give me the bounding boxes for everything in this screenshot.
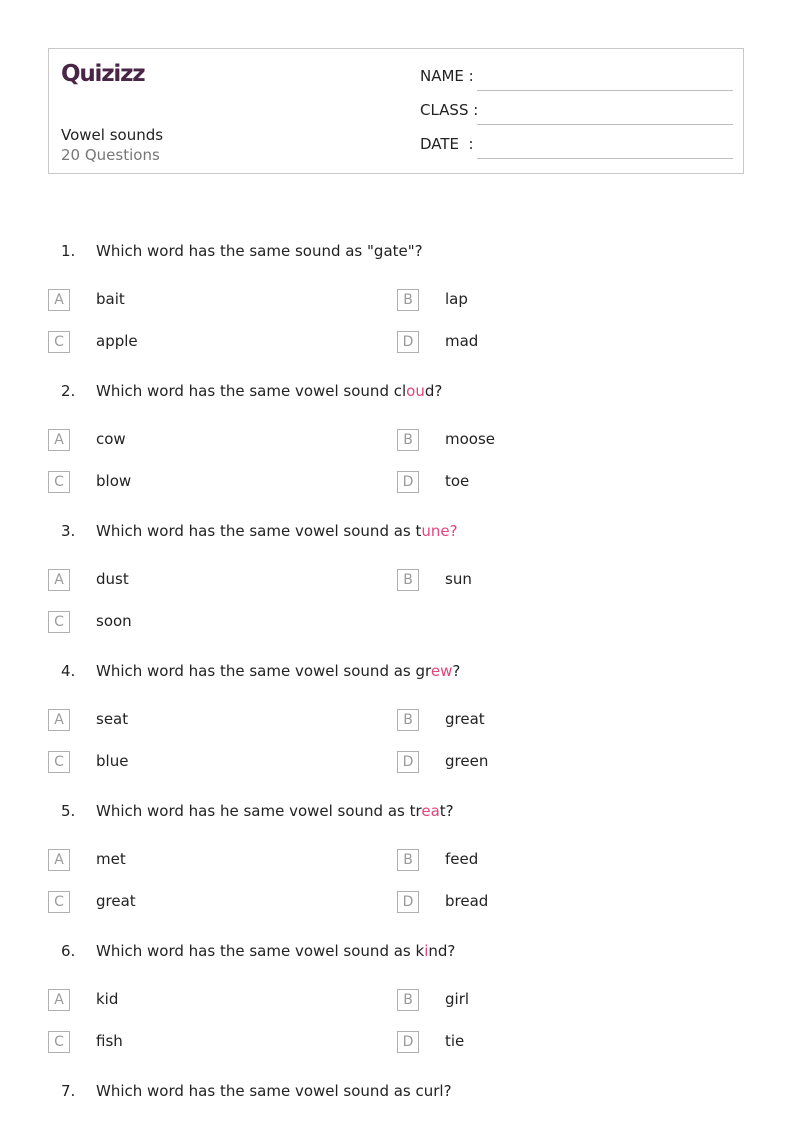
option-text: dust	[96, 570, 129, 588]
date-line[interactable]	[477, 158, 733, 159]
option-text: cow	[96, 430, 126, 448]
question-text-segment: Which word has the same vowel sound as gr	[96, 662, 431, 680]
option-text: mad	[445, 332, 479, 350]
option-letter-box[interactable]: B	[397, 429, 419, 451]
question-text	[96, 382, 442, 400]
option-text: lap	[445, 290, 468, 308]
worksheet-title: Vowel sounds	[61, 126, 164, 144]
option-letter-box[interactable]: D	[397, 471, 419, 493]
option-letter-box[interactable]: A	[48, 709, 70, 731]
svg-text:Quizizz: Quizizz	[61, 61, 145, 87]
question-text-segment: Which word has the same sound as "gate"?	[96, 242, 423, 260]
highlighted-letters: ew	[430, 662, 453, 680]
name-field[interactable]	[420, 67, 733, 91]
question-number: 1.	[61, 242, 76, 260]
question-number: 6.	[61, 942, 76, 960]
option-letter-box[interactable]: B	[397, 569, 419, 591]
option-text: bread	[445, 892, 489, 910]
option-letter-box[interactable]: B	[397, 989, 419, 1011]
option-letter-box[interactable]: D	[397, 751, 419, 773]
question-number: 5.	[61, 802, 76, 820]
option-letter-box[interactable]: D	[397, 1031, 419, 1053]
class-field[interactable]	[420, 101, 733, 125]
question-count: 20 Questions	[61, 146, 160, 164]
highlighted-letters: i	[424, 942, 429, 960]
option-letter-box[interactable]: A	[48, 989, 70, 1011]
option-letter-box[interactable]: C	[48, 471, 70, 493]
option-letter-box[interactable]: A	[48, 569, 70, 591]
question-text	[96, 1082, 452, 1100]
class-line[interactable]	[477, 124, 733, 125]
option-letter-box[interactable]: C	[48, 1031, 70, 1053]
question-text-segment: t?	[439, 802, 454, 820]
option-letter-box[interactable]: B	[397, 289, 419, 311]
quizizz-logo	[61, 59, 153, 93]
option-text: green	[445, 752, 489, 770]
option-text: feed	[445, 850, 479, 868]
option-letter-box[interactable]: C	[48, 751, 70, 773]
option-text: met	[96, 850, 126, 868]
question-text-segment: ?	[452, 662, 461, 680]
question-text	[96, 662, 460, 680]
option-letter-box[interactable]: A	[48, 849, 70, 871]
option-text: blow	[96, 472, 132, 490]
question-number: 3.	[61, 522, 76, 540]
class-label: CLASS :	[420, 101, 479, 119]
question-number: 4.	[61, 662, 76, 680]
option-text: girl	[445, 990, 470, 1008]
question-text-segment: nd?	[428, 942, 456, 960]
option-text: fish	[96, 1032, 123, 1050]
option-text: great	[445, 710, 485, 728]
option-text: apple	[96, 332, 138, 350]
option-text: tie	[445, 1032, 465, 1050]
option-text: soon	[96, 612, 132, 630]
question-number: 7.	[61, 1082, 76, 1100]
question-text	[96, 942, 455, 960]
question-text	[96, 242, 423, 260]
option-letter-box[interactable]: B	[397, 849, 419, 871]
question-text-segment: Which word has the same vowel sound as curl?	[96, 1082, 452, 1100]
highlighted-letters: ou	[406, 382, 425, 400]
name-line[interactable]	[477, 90, 733, 91]
option-letter-box[interactable]: C	[48, 611, 70, 633]
option-text: toe	[445, 472, 470, 490]
option-text: sun	[445, 570, 472, 588]
option-letter-box[interactable]: A	[48, 429, 70, 451]
option-letter-box[interactable]: C	[48, 891, 70, 913]
option-text: kid	[96, 990, 119, 1008]
option-text: blue	[96, 752, 129, 770]
highlighted-letters: ea	[421, 802, 440, 820]
worksheet-header	[48, 48, 744, 174]
question-text	[96, 802, 454, 820]
question-number: 2.	[61, 382, 76, 400]
name-label: NAME :	[420, 67, 474, 85]
option-letter-box[interactable]: D	[397, 891, 419, 913]
question-text	[96, 522, 458, 540]
question-text-segment: Which word has the same vowel sound as k	[96, 942, 425, 960]
question-text-segment: Which word has he same vowel sound as tr	[96, 802, 422, 820]
option-letter-box[interactable]: A	[48, 289, 70, 311]
question-text-segment: Which word has the same vowel sound cl	[96, 382, 407, 400]
option-text: seat	[96, 710, 129, 728]
highlighted-letters: une?	[421, 522, 458, 540]
date-field[interactable]	[420, 135, 733, 159]
option-letter-box[interactable]: D	[397, 331, 419, 353]
question-text-segment: d?	[424, 382, 443, 400]
option-letter-box[interactable]: B	[397, 709, 419, 731]
question-text-segment: Which word has the same vowel sound as t	[96, 522, 422, 540]
option-text: moose	[445, 430, 496, 448]
date-label: DATE :	[420, 135, 474, 153]
option-text: great	[96, 892, 136, 910]
option-letter-box[interactable]: C	[48, 331, 70, 353]
option-text: bait	[96, 290, 125, 308]
